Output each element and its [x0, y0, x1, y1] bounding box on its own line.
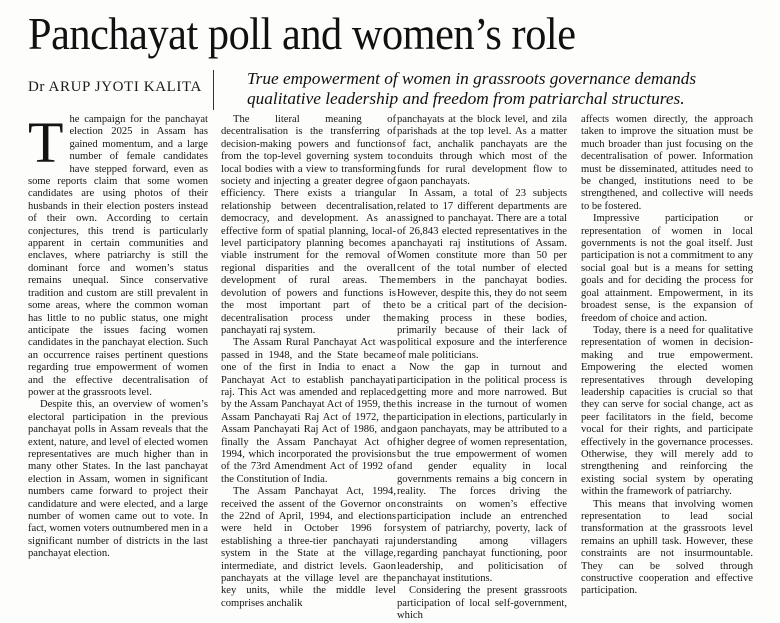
column-4	[581, 114, 753, 597]
paragraph: Considering the present grassroots participation of local self-government, which	[397, 585, 567, 622]
drop-cap: T	[28, 110, 64, 175]
column-2	[221, 114, 396, 609]
vertical-divider	[213, 70, 214, 110]
byline: Dr ARUP JYOTI KALITA	[28, 79, 202, 95]
paragraph: The Assam Rural Panchayat Act was passed in 1948, and the State became one of the first in India to enact a Panchayat Act to establish panchayati raj. This Act was amended and replaced by the Assam Panchayat Act of 1959, the Assam Panchayati Raj Act of 1972, the Assam Panchayati Raj Act of 1986, and finally the Assam Panchayat Act of 1994, which incorporated the provisions of the 73rd Amendment Act of 1992 of the Constitution of India.	[221, 337, 396, 485]
paragraph: Despite this, an overview of women’s electoral participation in the previous panchayat polls in Assam reveals that the extent, nature, and level of elected women representatives are much higher than in many other States. In the last panchayat election in Assam, women in significant numbers came forward to project their candidature and were elected, and a large number of women came out to vote. In fact, women voters outnumbered men in a significant number of districts in the last panchayat election.	[28, 399, 208, 560]
standfirst	[247, 69, 767, 109]
headline: Panchayat poll and women’s role	[28, 8, 576, 59]
paragraph: This means that involving women representation to lead social transformation at the grassroots level remains an uphill task. However, these constraints are not insurmountable. They can be solved through constructive cooperation and effective participation.	[581, 498, 753, 597]
paragraph: In Assam, a total of 23 subjects related to 17 different departments are assigned to panchayat. There are a total of 26,843 elected representatives in the panchayati raj institutions of Assam. Women constitute more than 50 per cent of the total number of elected members in the panchayat bodies. However, despite this, they do not seem to be a critical part of the decision-making process in these bodies, primarily because of their lack of political exposure and the interference of male politicians.	[397, 188, 567, 361]
paragraph	[28, 110, 208, 399]
paragraph: Now the gap in turnout and participation in the political process is getting more and more narrowed. But this increase in the turnout of women participation in elections, particularly in gaon panchayats, may be attributed to a higher degree of women representation, but the true empowerment of women and gender equality in local governments remains a big concern in reality. The forces driving the constraints on women’s effective participation include an entrenched system of patriarchy, poverty, lack of understanding among villagers regarding panchayat functioning, poor leadership, and politicisation of panchayat institutions.	[397, 362, 567, 585]
column-1	[28, 110, 208, 560]
standfirst-line: qualitative leadership and freedom from patriarchal structures.	[247, 89, 685, 108]
paragraph-text: he campaign for the panchayat election 2025 in Assam has gained momentum, and a large number of female candidates have stepped forward, even as some reports claim that some women candidates are using photos of their husbands in their election posters instead of their own. According to certain conjectures, this trend is particularly apparent in certain communities and enclaves, where patriarchy is still the dominant force and women’s status remains unequal. Since conservative tradition and custom are still prevalent in some areas, where the common woman has little to no public status, one might anticipate the issues facing women candidates in the panchayat election. Such an occurrence raises pertinent questions regarding true empowerment of women and the effective decentralisation of power at the grassroots level.	[28, 114, 208, 398]
paragraph: Today, there is a need for qualitative representation of women in decision-making and true empowerment. Empowering the elected women representatives through developing leadership capacities is crucial so that they can serve for social change, act as peer facilitators in the field, become vocal for their rights, and participate effectively in the governance processes. Otherwise, they will merely add to strengthening and reinforcing the existing social system by operating within the framework of patriarchy.	[581, 324, 753, 498]
paragraph: affects women directly, the approach taken to improve the situation must be much broader than just focusing on the decentralisation of power. Information must be disseminated, attitudes need to be changed, institutions need to be strengthened, and collective will needs to be fostered.	[581, 114, 753, 212]
paragraph: Impressive participation or representation of women in local governments is not the goal itself. Just participation is not a commitment to any social goal but is a means for setting goals and for deciding the process for goal attainment. Empowerment, in its broadest sense, is the expansion of freedom of choice and action.	[581, 213, 753, 324]
standfirst-line: True empowerment of women in grassroots governance demands	[247, 69, 697, 88]
column-3	[397, 114, 567, 622]
paragraph: The Assam Panchayat Act, 1994, received the assent of the Governor on the 22nd of April, 1994, and elections were held in October 1996 for establishing a three-tier panchayati raj system in the State at the village, intermediate, and district levels. Gaon panchayats at the village level are the key units, while the middle level comprises anchalik	[221, 486, 396, 609]
paragraph: The literal meaning of decentralisation is the transferring of decision-making powers and functions from the top-level governing system to local bodies with a view to transforming society and injecting a greater degree of efficiency. There exists a triangular relationship between decentralisation, democracy, and development. As an effective form of spatial planning, local-level participatory planning becomes a viable instrument for the removal of regional disparities and the overall development of rural areas. The devolution of powers and functions is the most important part of the decentralisation process under the panchayati raj system.	[221, 114, 396, 336]
paragraph: panchayats at the block level, and zila parishads at the top level. As a matter of fact, anchalik panchayats are the conduits through which most of the funds for rural development flow to gaon panchayats.	[397, 114, 567, 188]
